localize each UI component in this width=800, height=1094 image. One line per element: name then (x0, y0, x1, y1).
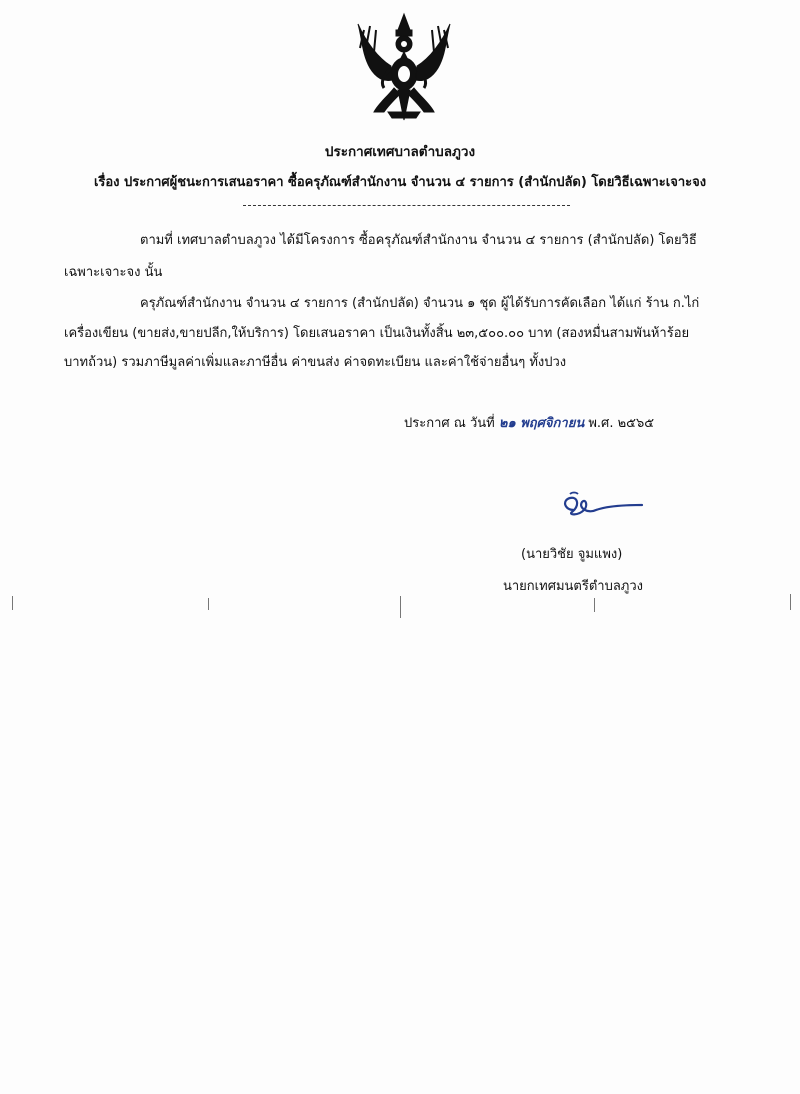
scan-artifact (594, 598, 595, 612)
announcement-date (404, 412, 654, 433)
signer-name: (นายวิชัย จูมแพง) (521, 547, 623, 562)
body-paragraph-2-line-2: เครื่องเขียน (ขายส่ง,ขายปลีก,ให้บริการ) โดยเสนอราคา เป็นเงินทั้งสิ้น ๒๓,๕๐๐.๐๐ บาท (สองหมื่นสามพันห้าร้อย (64, 326, 690, 341)
handwritten-date: ๒๑ พฤศจิกายน (498, 416, 585, 431)
body-paragraph-2-line-1: ครุภัณฑ์สำนักงาน จำนวน ๔ รายการ (สำนักปลัด) จำนวน ๑ ชุด ผู้ได้รับการคัดเลือก ได้แก่ ร้าน ก.ไก่ (140, 296, 700, 311)
scan-artifact (400, 596, 401, 618)
signature-mark (558, 488, 646, 522)
body-paragraph-1-line-1: ตามที่ เทศบาลตำบลภูวง ได้มีโครงการ ซื้อครุภัณฑ์สำนักงาน จำนวน ๔ รายการ (สำนักปลัด) โดยวิธี (140, 233, 697, 248)
divider-line (243, 205, 570, 206)
body-paragraph-1-line-2: เฉพาะเจาะจง นั้น (64, 265, 163, 280)
garuda-emblem-icon (348, 8, 460, 126)
signer-position: นายกเทศมนตรีตำบลภูวง (503, 579, 643, 594)
scan-artifact (12, 596, 13, 610)
scan-artifact (208, 598, 209, 610)
document-title: ประกาศเทศบาลตำบลภูวง (324, 144, 476, 160)
body-paragraph-2-line-3: บาทถ้วน) รวมภาษีมูลค่าเพิ่มและภาษีอื่น ค่าขนส่ง ค่าจดทะเบียน และค่าใช้จ่ายอื่นๆ ทั้งปวง (64, 355, 567, 370)
date-year: พ.ศ. ๒๕๖๕ (588, 416, 655, 431)
scan-artifact (790, 594, 791, 610)
document-subject: เรื่อง ประกาศผู้ชนะการเสนอราคา ซื้อครุภัณฑ์สำนักงาน จำนวน ๔ รายการ (สำนักปลัด) โดยวิธีเฉพาะเจาะจง (93, 175, 707, 190)
date-prefix: ประกาศ ณ วันที่ (404, 416, 495, 431)
